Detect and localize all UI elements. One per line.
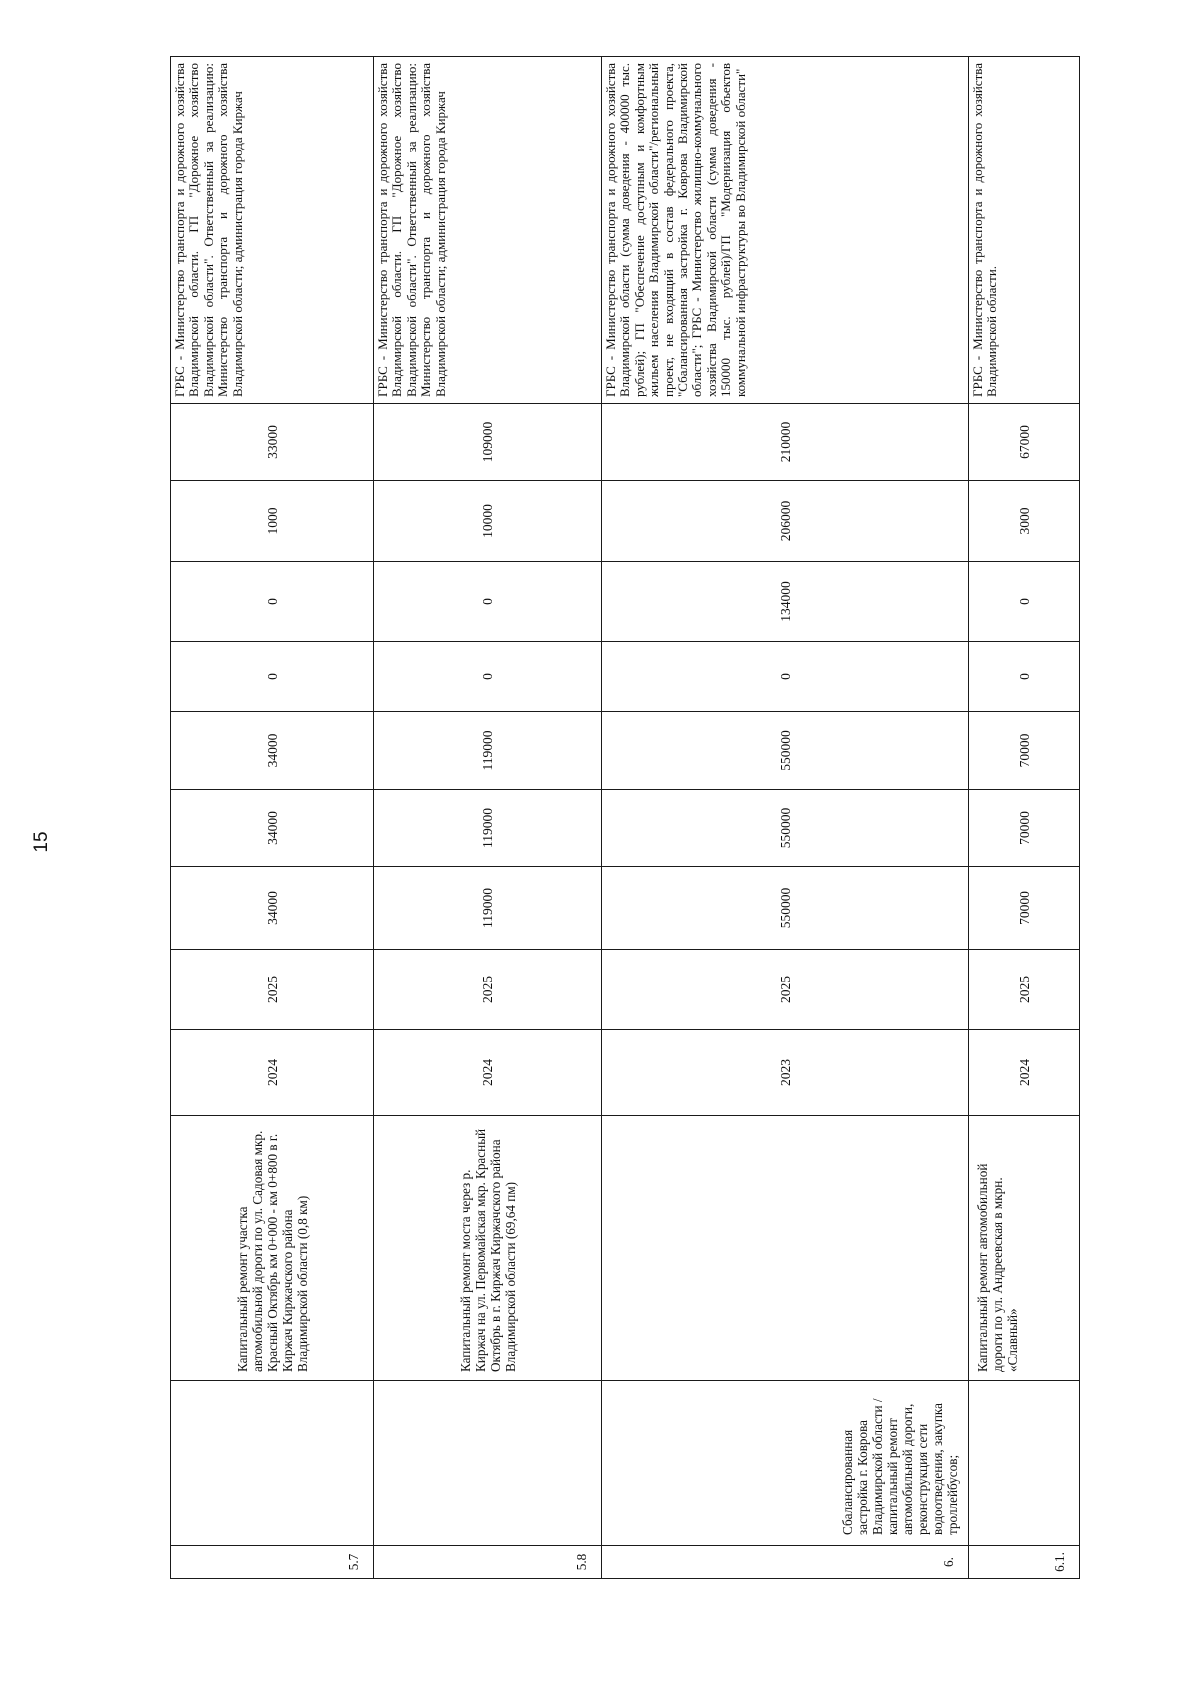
row-value-5: 134000 [602,562,969,642]
row-number: 5.8 [374,1546,602,1579]
row-object: Капитальный ремонт участка автомобильной дороги по ул. Садовая мкр. Красный Октябрь км 0+000 - км 0+800 в г. Киржач Киржачского района Владимирской области (0,8 км) [171,1116,374,1381]
row-value-7: 109000 [374,404,602,481]
row-value-3: 34000 [171,712,374,790]
table-row [374,57,602,1579]
row-value-5: 0 [969,562,1080,642]
object-table [170,56,1080,1579]
row-value-7: 67000 [969,404,1080,481]
row-responsible: ГРБС - Министерство транспорта и дорожного хозяйства Владимирской области. [969,57,1080,404]
row-value-2: 34000 [171,790,374,867]
row-start-year: 2023 [602,1030,969,1116]
row-value-6: 1000 [171,481,374,562]
row-value-2: 119000 [374,790,602,867]
row-end-year: 2025 [602,950,969,1030]
row-name [374,1381,602,1546]
row-value-4: 0 [969,642,1080,712]
row-value-2: 550000 [602,790,969,867]
row-value-3: 70000 [969,712,1080,790]
row-start-year: 2024 [374,1030,602,1116]
page-number: 15 [31,831,52,853]
row-end-year: 2025 [374,950,602,1030]
table-row [969,57,1080,1579]
row-name: Сбалансированная застройка г. Коврова Владимирской области / капитальный ремонт автомобильной дороги, реконструкция сети водоотведения, закупка троллейбусов; [602,1381,969,1546]
row-number: 5.7 [171,1546,374,1579]
rotated-table-wrapper [170,57,1079,1579]
row-responsible: ГРБС - Министерство транспорта и дорожного хозяйства Владимирской области. ГП "Дорожное хозяйство Владимирской области". Ответственный за реализацию: Министерство транспорта и дорожного хозяйства Владимирской области; администрация города Киржач [171,57,374,404]
table-row [171,57,374,1579]
row-responsible: ГРБС - Министерство транспорта и дорожного хозяйства Владимирской области. ГП "Дорожное хозяйство Владимирской области". Ответственный за реализацию: Министерство транспорта и дорожного хозяйства Владимирской области; администрация города Киржач [374,57,602,404]
row-responsible: ГРБС - Министерство транспорта и дорожного хозяйства Владимирской области (сумма доведения - 400000 тыс. рублей); ГП "Обеспечение доступным и комфортным жильем населения Владимирской области"/региональный проект, не входящий в состав федерального проекта, "Сбалансированная застройка г. Коврова Владимирской области"; ГРБС - Министерство жилищно-коммунального хозяйства Владимирской области (сумма доведения - 150000 тыс. рублей)/ГП "Модернизация объектов коммунальной инфраструктуры во Владимирской области" [602,57,969,404]
row-value-1: 119000 [374,867,602,950]
row-value-3: 550000 [602,712,969,790]
row-value-5: 0 [171,562,374,642]
row-value-6: 10000 [374,481,602,562]
row-object: Капитальный ремонт моста через р. Киржач на ул. Первомайская мкр. Красный Октябрь в г. Киржач Киржачского района Владимирской области (69,64 пм) [374,1116,602,1381]
table-row [602,57,969,1579]
row-value-4: 0 [171,642,374,712]
row-value-7: 33000 [171,404,374,481]
row-value-3: 119000 [374,712,602,790]
row-name [969,1381,1080,1546]
row-name [171,1381,374,1546]
row-number: 6. [602,1546,969,1579]
row-object [602,1116,969,1381]
row-start-year: 2024 [171,1030,374,1116]
row-value-4: 0 [374,642,602,712]
row-end-year: 2025 [969,950,1080,1030]
row-value-1: 34000 [171,867,374,950]
row-value-6: 206000 [602,481,969,562]
row-value-5: 0 [374,562,602,642]
row-value-2: 70000 [969,790,1080,867]
row-value-7: 210000 [602,404,969,481]
row-value-4: 0 [602,642,969,712]
row-value-1: 70000 [969,867,1080,950]
row-start-year: 2024 [969,1030,1080,1116]
row-end-year: 2025 [171,950,374,1030]
row-value-6: 3000 [969,481,1080,562]
row-object: Капитальный ремонт автомобильной дороги по ул. Андреевская в мкрн. «Славный» [969,1116,1080,1381]
row-number: 6.1. [969,1546,1080,1579]
row-value-1: 550000 [602,867,969,950]
